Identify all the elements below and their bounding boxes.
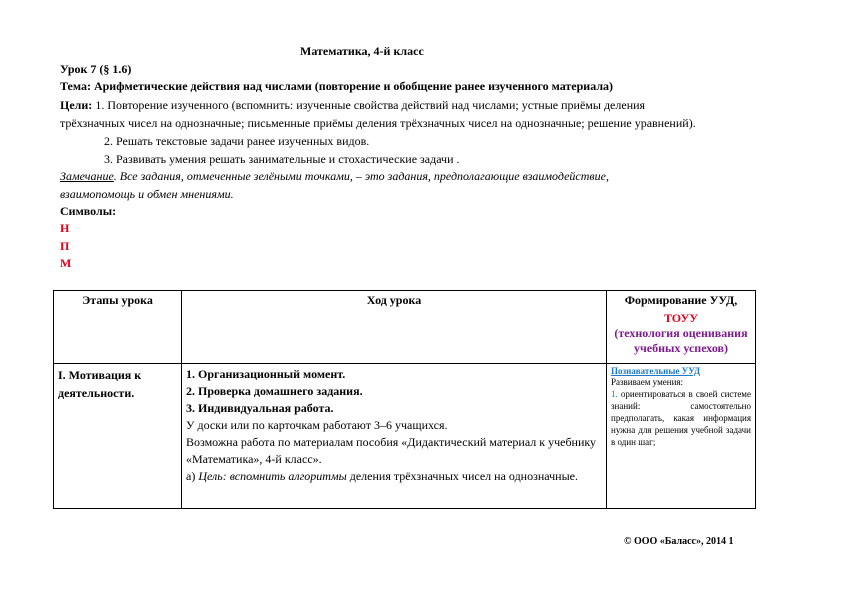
table-header-row	[54, 291, 756, 364]
uud-item	[611, 388, 751, 448]
course-item-3: 3. Индивидуальная работа.	[186, 401, 334, 415]
goals-line-2: трёхзначных чисел на однозначные; письменные приёмы деления трёхзначных чисел на однозначные; решение уравнений).	[60, 116, 696, 130]
page-footer: © ООО «Баласс», 2014 1	[624, 536, 734, 547]
symbol-n: Н	[60, 221, 70, 235]
header-touu: ТОУУ	[663, 311, 699, 325]
header-uud-label: Формирование УУД,	[624, 293, 738, 307]
header-stages: Этапы урока	[54, 291, 182, 364]
uud-item-number: 1.	[611, 389, 618, 399]
uud-cell	[607, 364, 756, 509]
lesson-theme: Тема: Арифметические действия над числами (повторение и обобщение ранее изученного материала)	[60, 79, 614, 93]
symbols-label: Символы:	[60, 204, 117, 218]
goals-line-1	[60, 98, 645, 113]
symbol-p: П	[60, 239, 70, 253]
stage-cell: I. Мотивация к деятельности.	[54, 364, 182, 509]
course-text-1: У доски или по карточкам работают 3–6 учащихся.	[186, 418, 448, 432]
goals-label: Цели:	[60, 98, 93, 112]
goals-line-4: 3. Развивать умения решать занимательные и стохастические задачи .	[104, 152, 460, 166]
header-uud	[607, 291, 756, 364]
course-item-2: 2. Проверка домашнего задания.	[186, 384, 363, 398]
header-touu-full: (технология оценивания учебных успехов)	[614, 326, 748, 355]
note-line-2: взаимопомощь и обмен мнениями.	[60, 187, 234, 201]
table-row	[54, 364, 756, 509]
header-course: Ход урока	[182, 291, 607, 364]
uud-develop: Развиваем умения:	[611, 377, 684, 387]
symbol-m: М	[60, 256, 72, 270]
task-rest: деления трёхзначных чисел на однозначные.	[346, 469, 578, 483]
note-label: Замечание	[60, 169, 114, 183]
course-cell	[182, 364, 607, 509]
course-task	[186, 468, 602, 485]
lesson-number: Урок 7 (§ 1.6)	[60, 62, 132, 76]
goals-text-1: 1. Повторение изученного (вспомнить: изученные свойства действий над числами; устные приёмы деления	[92, 98, 646, 112]
course-text-2: Возможна работа по материалам пособия «Дидактический материал к учебнику «Математика», 4-й класс».	[186, 435, 597, 466]
uud-title: Познавательные УУД	[611, 366, 701, 376]
lesson-table	[53, 290, 756, 509]
goals-line-3: 2. Решать текстовые задачи ранее изученных видов.	[104, 134, 370, 148]
course-item-1: 1. Организационный момент.	[186, 367, 346, 381]
document-title: Математика, 4-й класс	[300, 44, 424, 58]
task-goal: Цель: вспомнить алгоритмы	[198, 469, 347, 483]
note-line-1	[60, 169, 609, 184]
uud-item-text: ориентироваться в своей системе знаний: самостоятельно предполагать, какая информация нужна для решения учебной задачи в один шаг;	[611, 389, 751, 447]
note-text-1: . Все задания, отмеченные зелёными точками, – это задания, предполагающие взаимодействие,	[113, 169, 609, 183]
task-prefix: а)	[186, 469, 199, 483]
